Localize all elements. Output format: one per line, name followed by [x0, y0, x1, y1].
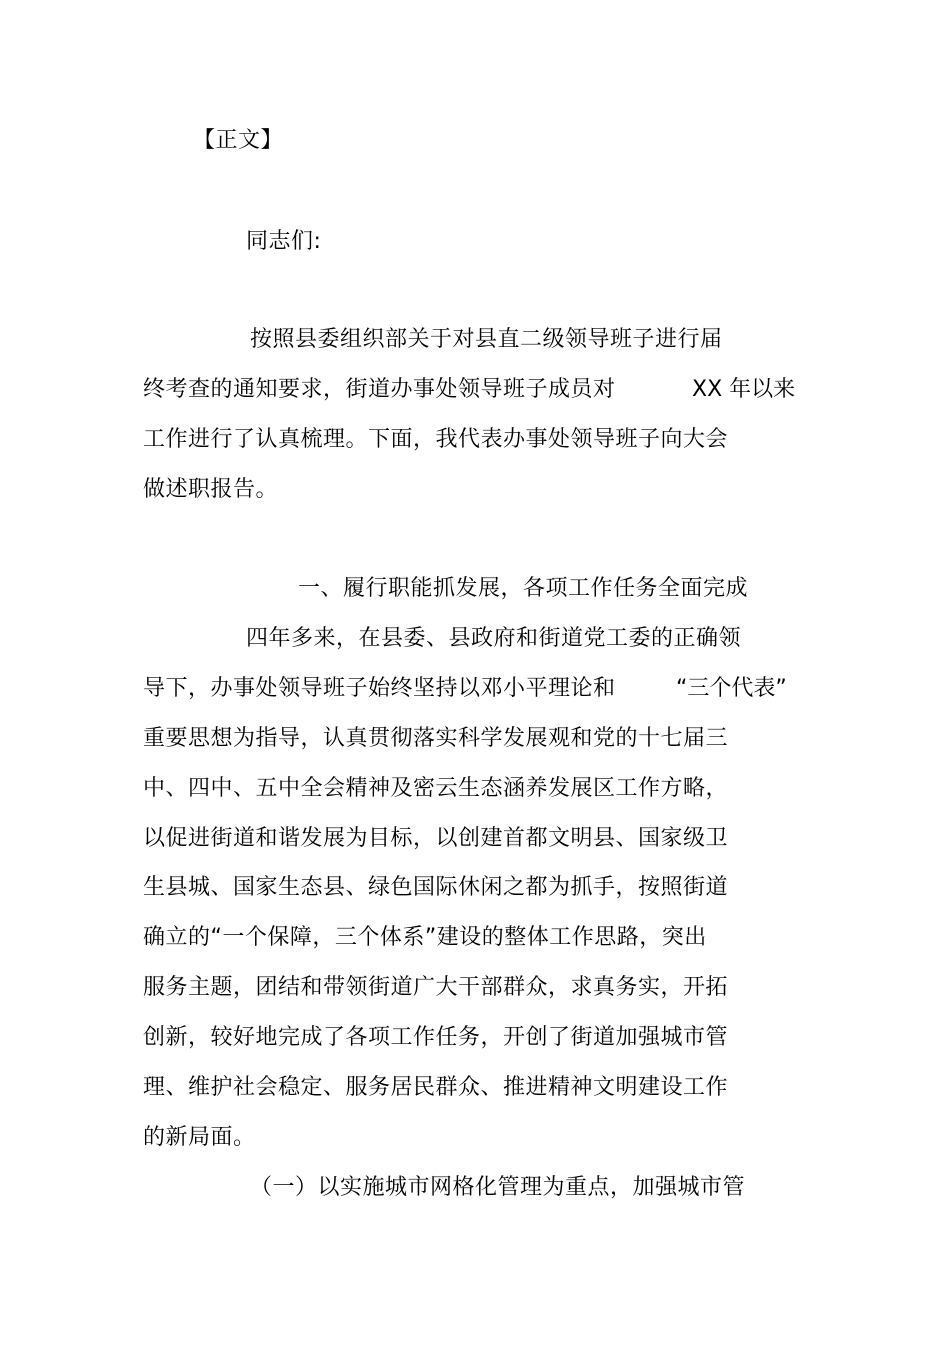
intro-line-3: 工作进行了认真梳理。下面，我代表办事处领导班子向大会 [143, 427, 729, 452]
intro-line-4: 做述职报告。 [143, 477, 279, 502]
subsection-1-heading: （一）以实施城市网格化管理为重点，加强城市管 [250, 1175, 746, 1200]
section-1-line-11: 的新局面。 [143, 1125, 256, 1150]
section-1-line-1: 四年多来，在县委、县政府和街道党工委的正确领 [246, 626, 742, 651]
section-1-line-8: 服务主题，团结和带领街道广大干部群众，求真务实，开拓 [143, 975, 729, 1000]
section-1-line-5: 以促进街道和谐发展为目标，以创建首都文明县、国家级卫 [143, 826, 729, 851]
header-tag: 【正文】 [193, 128, 284, 153]
section-1-line-2-tail: “三个代表” [676, 676, 787, 701]
salutation: 同志们: [246, 229, 322, 254]
section-1-line-6: 生县城、国家生态县、绿色国际休闲之都为抓手，按照街道 [143, 875, 729, 900]
section-1-line-9: 创新，较好地完成了各项工作任务，开创了街道加强城市管 [143, 1025, 729, 1050]
section-1-line-7: 确立的“一个保障，三个体系”建设的整体工作思路，突出 [143, 925, 707, 950]
section-1-line-3: 重要思想为指导，认真贯彻落实科学发展观和党的十七届三 [143, 726, 729, 751]
section-1-line-4: 中、四中、五中全会精神及密云生态涵养发展区工作方略， [143, 776, 729, 801]
intro-line-2-tail: XX 年以来 [692, 377, 796, 402]
intro-line-2: 终考查的通知要求，街道办事处领导班子成员对 [143, 377, 616, 402]
intro-line-1: 按照县委组织部关于对县直二级领导班子进行届 [250, 327, 723, 352]
section-1-line-10: 理、维护社会稳定、服务居民群众、推进精神文明建设工作 [143, 1075, 729, 1100]
section-1-line-2: 导下，办事处领导班子始终坚持以邓小平理论和 [143, 676, 616, 701]
section-1-heading: 一、履行职能抓发展，各项工作任务全面完成 [298, 576, 749, 601]
